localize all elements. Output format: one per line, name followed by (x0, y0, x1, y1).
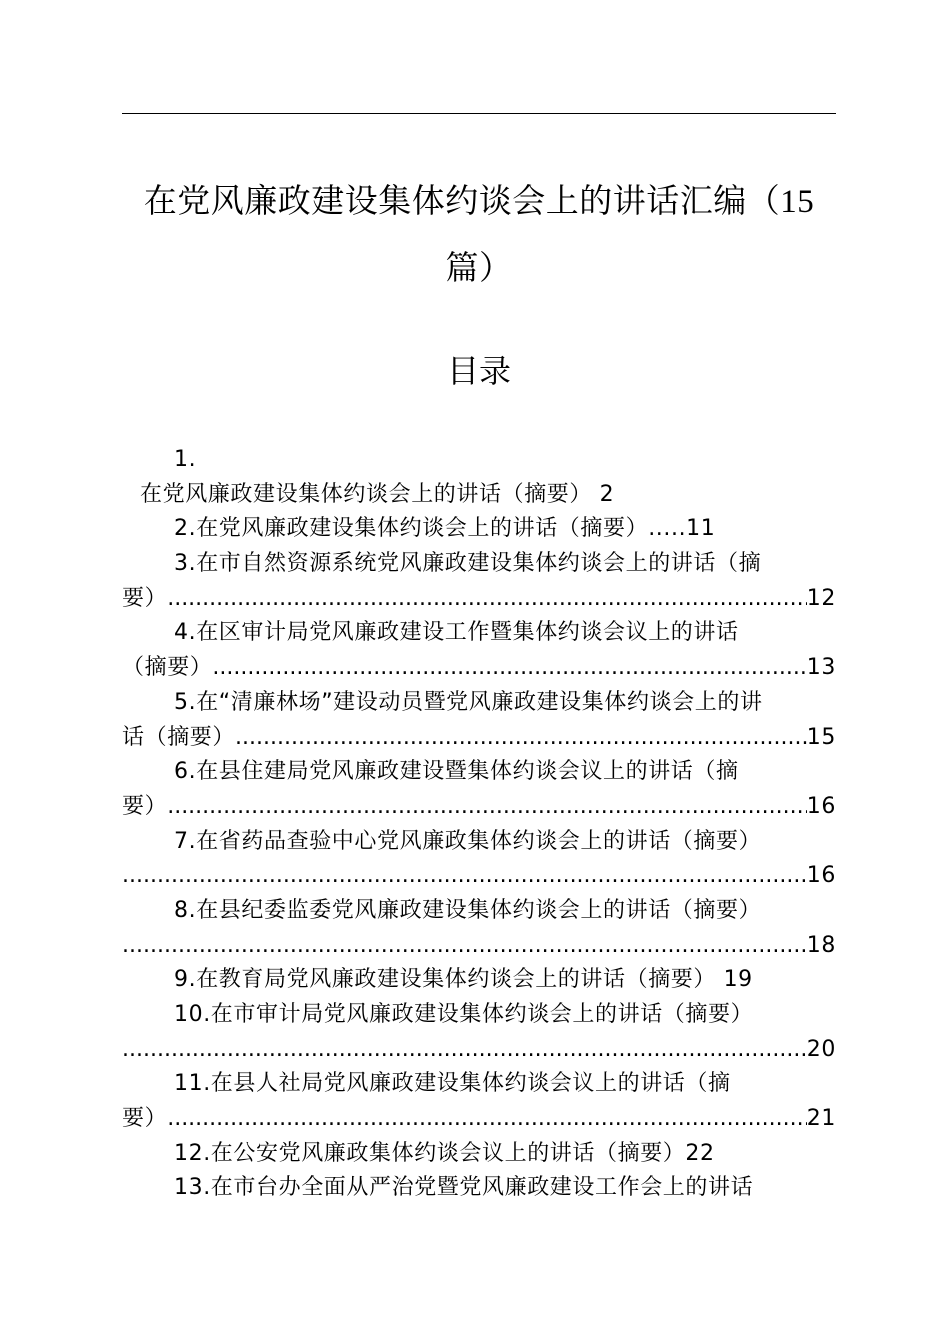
toc-entry-11-text: 11.在县人社局党风廉政建设集体约谈会议上的讲话（摘 (174, 1071, 731, 1097)
toc-entry-3-cont[interactable] (122, 582, 836, 617)
dot-leader (122, 1033, 807, 1068)
toc-entry-11[interactable] (122, 1067, 836, 1102)
toc-entry-7[interactable] (122, 825, 836, 860)
header-rule (122, 113, 836, 114)
toc-entry-3-text-cont: 要） (122, 585, 168, 611)
toc-entry-6[interactable] (122, 755, 836, 790)
toc-entry-5-text: 5.在“清廉林场”建设动员暨党风廉政建设集体约谈会上的讲 (174, 689, 763, 715)
toc-entry-4-page: 13 (806, 655, 836, 681)
toc-entry-1-text: 在党风廉政建设集体约谈会上的讲话（摘要） (140, 481, 593, 507)
toc-entry-10-page: 20 (806, 1036, 836, 1062)
toc-entry-7-page: 16 (806, 863, 836, 889)
toc-entry-4-cont[interactable] (122, 651, 836, 686)
toc-heading: 目录 (446, 352, 511, 390)
dot-leader (122, 929, 807, 964)
toc-entry-3-text: 3.在市自然资源系统党风廉政建设集体约谈会上的讲话（摘 (174, 551, 762, 577)
toc-entry-11-cont[interactable] (122, 1102, 836, 1137)
title-line-1-text: 在党风廉政建设集体约谈会上的讲话汇编（ (143, 181, 781, 220)
toc-entry-5[interactable] (122, 686, 836, 721)
toc-entry-4-text-cont: （摘要） (122, 655, 213, 681)
toc-entry-6-cont[interactable] (122, 790, 836, 825)
toc-entry-5-text-cont: 话（摘要） (122, 724, 236, 750)
dot-leader (167, 1102, 807, 1137)
document-title (122, 168, 836, 301)
dot-leader (167, 582, 807, 617)
title-line-1-number: 15 (780, 184, 815, 220)
toc-entry-11-page: 21 (806, 1106, 836, 1132)
toc-entry-13-text: 13.在市台办全面从严治党暨党风廉政建设工作会上的讲话 (174, 1175, 754, 1201)
toc-entry-4[interactable] (122, 616, 836, 651)
toc-entry-1[interactable] (122, 478, 836, 513)
toc-entry-6-text: 6.在县住建局党风廉政建设暨集体约谈会议上的讲话（摘 (174, 759, 739, 785)
dot-leader (122, 859, 807, 894)
dot-leader (212, 651, 806, 686)
toc-entry-7-cont[interactable] (122, 859, 836, 894)
dot-leader (235, 721, 807, 756)
toc-entry-6-text-cont: 要） (122, 793, 168, 819)
toc-entry-10-text: 10.在市审计局党风廉政建设集体约谈会上的讲话（摘要） (174, 1002, 754, 1027)
toc-entry-9[interactable]: 9.在教育局党风廉政建设集体约谈会上的讲话（摘要） 19 (174, 967, 753, 993)
dot-leader (167, 790, 807, 825)
toc-entry-8-page: 18 (806, 932, 836, 958)
toc-entry-2[interactable]: 2.在党风廉政建设集体约谈会上的讲话（摘要）.....11 (174, 516, 716, 542)
title-line-1 (122, 168, 836, 235)
toc-entry-3[interactable] (122, 547, 836, 582)
toc-entry-12[interactable]: 12.在公安党风廉政集体约谈会议上的讲话（摘要）22 (174, 1140, 715, 1166)
toc-entry-3-page: 12 (806, 585, 836, 611)
toc-entry-1-number[interactable]: 1. (174, 447, 197, 472)
toc-entry-8-text: 8.在县纪委监委党风廉政建设集体约谈会上的讲话（摘要） (174, 897, 762, 923)
toc-entry-8[interactable] (122, 894, 836, 929)
toc-entry-11-text-cont: 要） (122, 1106, 168, 1132)
toc-entry-7-text: 7.在省药品查验中心党风廉政集体约谈会上的讲话（摘要） (174, 828, 762, 854)
toc-entry-10-cont[interactable] (122, 1033, 836, 1068)
toc-entry-10[interactable] (122, 998, 836, 1033)
toc-entry-4-text: 4.在区审计局党风廉政建设工作暨集体约谈会议上的讲话 (174, 620, 739, 646)
title-line-2: 篇） (445, 248, 513, 287)
toc-entry-1-page: 2 (599, 481, 615, 507)
toc-entry-8-cont[interactable] (122, 929, 836, 964)
table-of-contents (122, 443, 836, 1206)
toc-entry-5-page: 15 (806, 724, 836, 750)
toc-entry-5-cont[interactable] (122, 721, 836, 756)
toc-entry-13[interactable] (122, 1171, 836, 1206)
toc-entry-6-page: 16 (806, 793, 836, 819)
